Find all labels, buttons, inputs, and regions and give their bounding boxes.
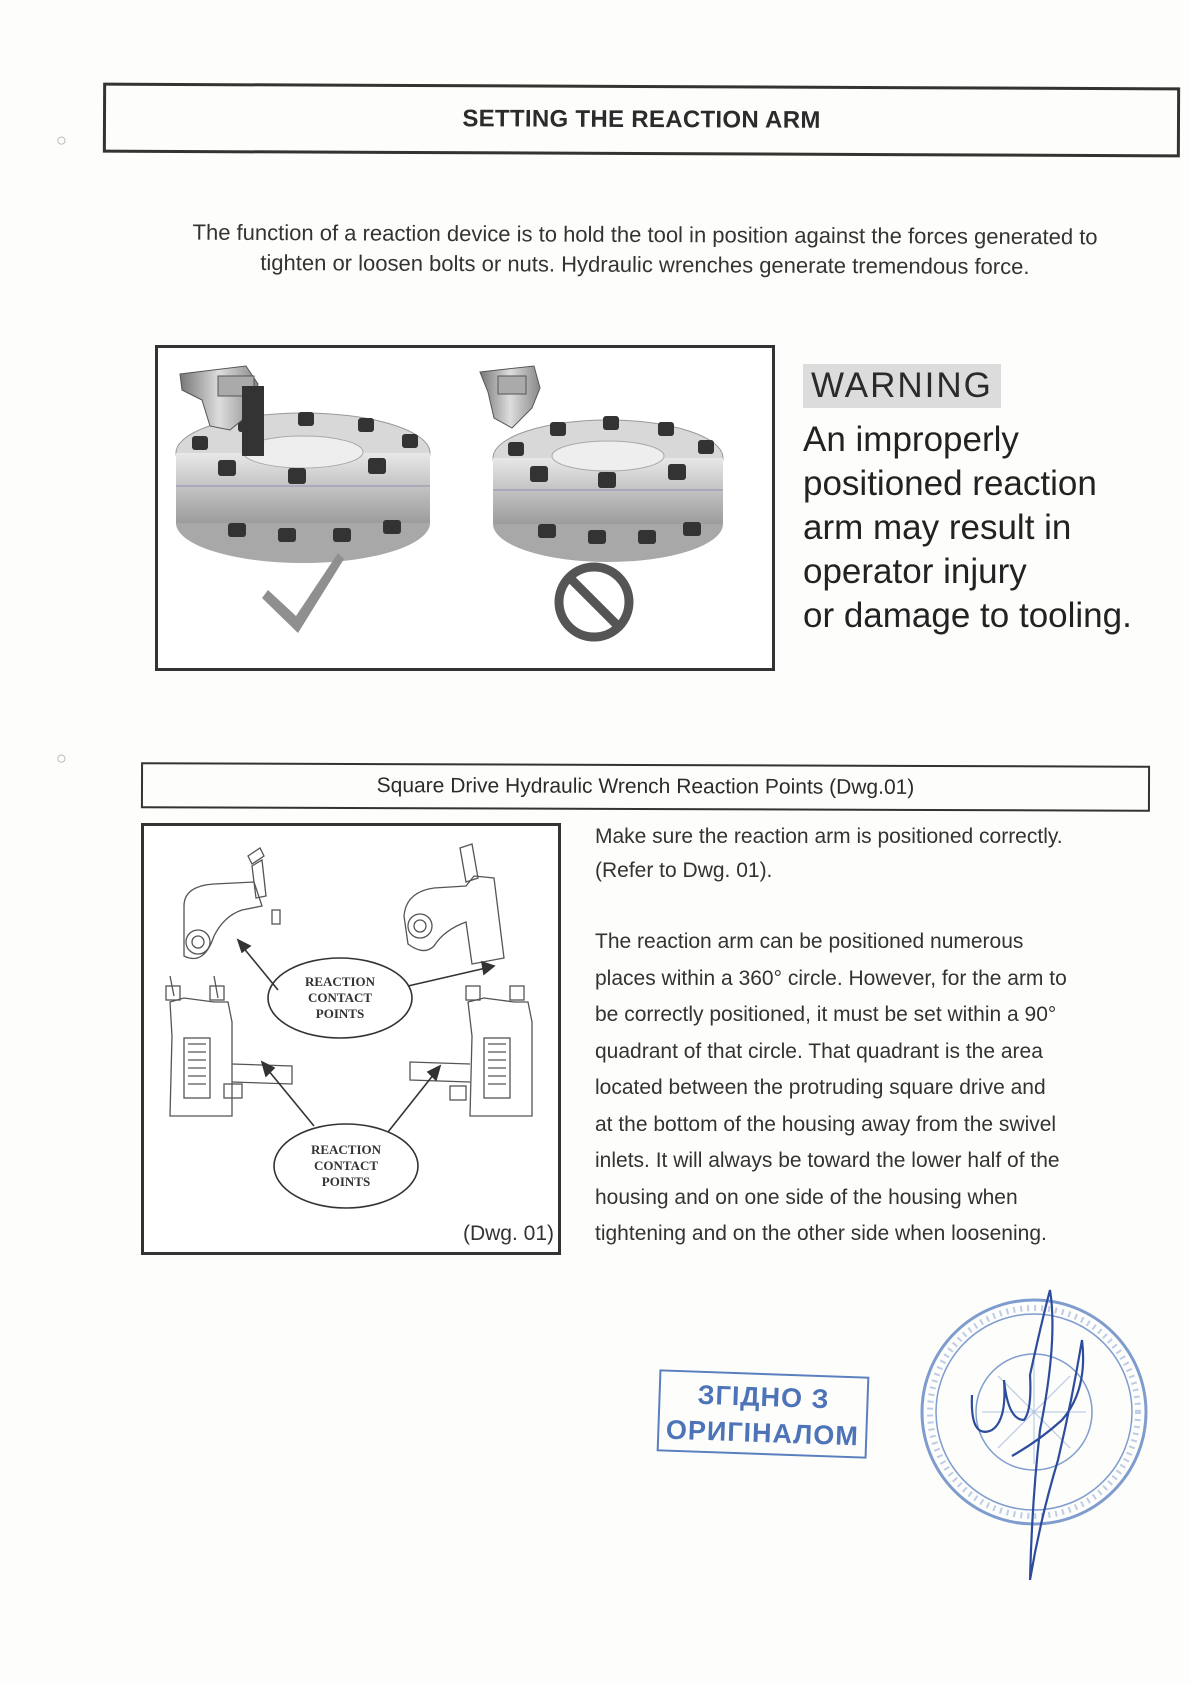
notary-seal-with-signature bbox=[912, 1280, 1172, 1610]
body-line: tightening and on the other side when loosening. bbox=[595, 1222, 1047, 1245]
intro-line-2: tighten or loosen bolts or nuts. Hydraulic wrenches generate tremendous force. bbox=[260, 249, 1030, 280]
warning-line: or damage to tooling. bbox=[803, 596, 1132, 635]
body-line: quadrant of that circle. That quadrant is the area bbox=[595, 1039, 1043, 1063]
warning-line: operator injury bbox=[803, 552, 1027, 591]
body-line: inlets. It will always be toward the lower half of the bbox=[595, 1149, 1060, 1172]
callout-bottom-line: POINTS bbox=[321, 1174, 371, 1189]
callout-top-line: REACTION bbox=[304, 974, 376, 989]
checkmark-icon bbox=[262, 553, 344, 633]
callout-top-line: POINTS bbox=[315, 1006, 365, 1021]
callout-top-line: CONTACT bbox=[307, 990, 373, 1005]
prohibited-icon bbox=[559, 567, 629, 637]
callout-bottom-line: REACTION bbox=[310, 1142, 382, 1157]
stamp-line-2: ОРИГІНАЛОМ bbox=[665, 1414, 860, 1452]
body-line: Make sure the reaction arm is positioned correctly. bbox=[595, 825, 1063, 848]
subsection-title: Square Drive Hydraulic Wrench Reaction Points (Dwg.01) bbox=[376, 774, 915, 799]
margin-mark: ○ bbox=[56, 748, 67, 768]
callout-bottom-line: CONTACT bbox=[313, 1158, 379, 1173]
page-title: SETTING THE REACTION ARM bbox=[462, 105, 821, 134]
stamp-line-1: ЗГІДНО З bbox=[697, 1379, 831, 1415]
reaction-points-drawing bbox=[141, 823, 561, 1255]
intro-line-1: The function of a reaction device is to hold the tool in position against the forces generated to bbox=[192, 219, 1098, 250]
warning-line: arm may result in bbox=[803, 508, 1072, 547]
flange-incorrect bbox=[480, 366, 723, 562]
body-line: at the bottom of the housing away from the swivel bbox=[595, 1112, 1057, 1136]
section-title-box bbox=[103, 83, 1180, 158]
flange-correct bbox=[176, 366, 430, 563]
subsection-title-box bbox=[141, 762, 1150, 812]
body-line: housing and on one side of the housing when bbox=[595, 1185, 1018, 1209]
warning-text bbox=[803, 418, 1173, 638]
certified-copy-stamp bbox=[657, 1369, 870, 1458]
body-line: located between the protruding square drive and bbox=[595, 1076, 1046, 1099]
warning-badge: WARNING bbox=[803, 364, 1001, 408]
margin-mark: ○ bbox=[56, 130, 67, 150]
body-paragraph-2 bbox=[595, 924, 1155, 1253]
warning-line: positioned reaction bbox=[803, 464, 1097, 503]
flange-comparison-illustration bbox=[158, 348, 772, 668]
wrench-line-drawing bbox=[144, 826, 558, 1252]
drawing-label: (Dwg. 01) bbox=[462, 1222, 554, 1245]
body-line: places within a 360° circle. However, for the arm to bbox=[595, 966, 1067, 990]
flange-comparison-figure bbox=[155, 345, 775, 671]
body-paragraph-1 bbox=[595, 820, 1155, 888]
warning-line: An improperly bbox=[803, 420, 1019, 459]
body-line: The reaction arm can be positioned numerous bbox=[595, 930, 1024, 953]
body-line: be correctly positioned, it must be set within a 90° bbox=[595, 1003, 1057, 1026]
intro-paragraph bbox=[140, 217, 1150, 282]
body-line: (Refer to Dwg. 01). bbox=[595, 859, 773, 882]
signature-icon bbox=[972, 1290, 1083, 1580]
